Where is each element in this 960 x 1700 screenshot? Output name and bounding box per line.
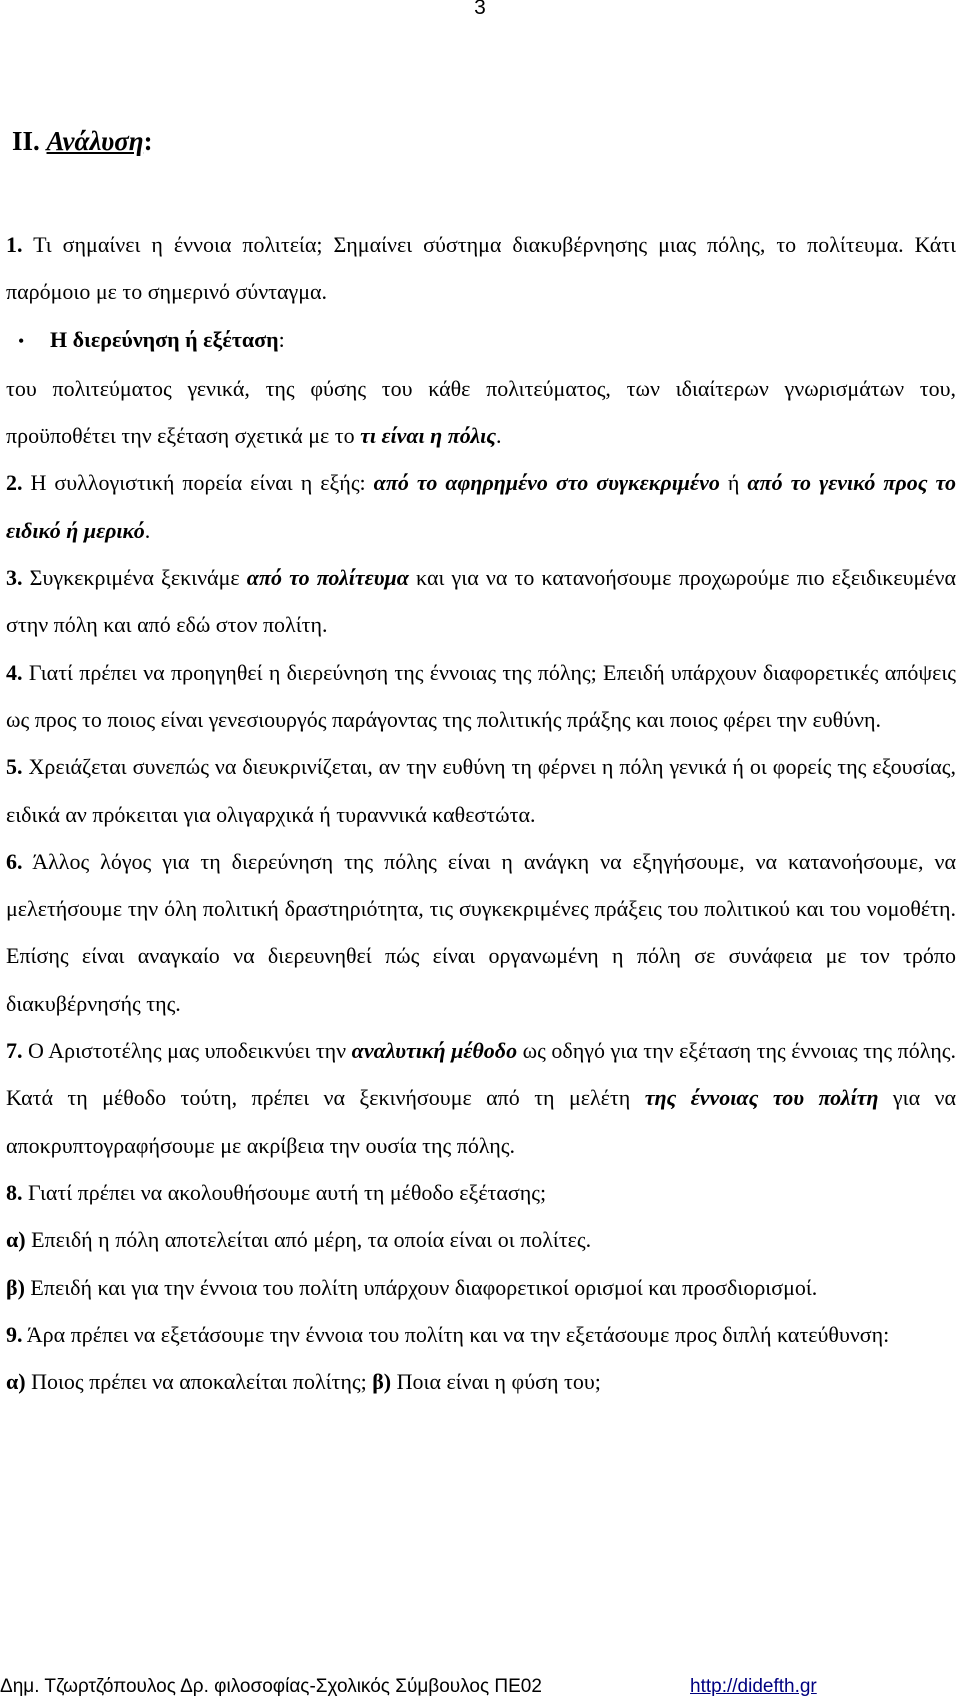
paragraph-8a bbox=[6, 1216, 956, 1263]
item-number: 9. bbox=[6, 1321, 23, 1347]
item-number: 5. bbox=[6, 754, 23, 780]
page-number: 3 bbox=[474, 0, 486, 19]
sub-item-label: β) bbox=[6, 1274, 25, 1300]
paragraph-text: Η συλλογιστική πορεία είναι η εξής: bbox=[22, 470, 374, 496]
footer-link[interactable]: http://didefth.gr bbox=[690, 1676, 817, 1697]
emphasis: από το γενικό προς το ειδικό ή μερικό bbox=[6, 470, 956, 543]
emphasis: από το πολίτευμα bbox=[246, 565, 409, 591]
paragraph-text: Χρειάζεται συνεπώς να διευκρινίζεται, αν την ευθύνη τη φέρνει η πόλη γενικά ή οι φορείς της εξουσίας, ειδικά αν πρόκειται για ολιγαρχικά ή τυραννικά καθεστώτα. bbox=[6, 754, 956, 827]
paragraph-7 bbox=[6, 1027, 956, 1169]
paragraph-2 bbox=[6, 459, 956, 554]
item-number: 1. bbox=[6, 232, 23, 257]
paragraph-text: Ποιος πρέπει να αποκαλείται πολίτης; bbox=[25, 1369, 373, 1395]
paragraph-6 bbox=[6, 838, 956, 1027]
emphasis: αναλυτική μέθοδο bbox=[351, 1038, 518, 1064]
paragraph-text: ή bbox=[719, 470, 748, 496]
emphasis: τι είναι η πόλις bbox=[360, 423, 497, 449]
paragraph-text: του πολιτεύματος γενικά, της φύσης του κάθε πολιτεύματος, των ιδιαίτερων γνωρισμάτων του, προϋποθέτει την εξέταση σχετικά με το bbox=[6, 375, 956, 449]
section-title bbox=[12, 126, 153, 157]
paragraph-end: . bbox=[144, 517, 151, 543]
paragraph-text: Άλλος λόγος για τη διερεύνηση της πόλης είναι η ανάγκη να εξηγήσουμε, να κατανοήσουμε, να μελετήσουμε την όλη πολιτική δραστηριότητα, τις συγκεκριμένες πράξεις του πολιτικού και του νομοθέτη. Επίσης είναι αναγκαίο να διερευνηθεί πώς είναι οργανωμένη η πόλη σε συνάφεια με τον τρόπο διακυβέρνησής της. bbox=[6, 848, 956, 1016]
sub-item-label: β) bbox=[372, 1369, 392, 1395]
bullet-icon: • bbox=[18, 330, 25, 351]
emphasis: της έννοιας του πολίτη bbox=[644, 1085, 879, 1111]
paragraph-text: Ποια είναι η φύση του; bbox=[391, 1369, 601, 1395]
document-body bbox=[6, 221, 956, 1405]
item-number: 3. bbox=[6, 565, 23, 591]
paragraph-end: και για να το κατανοήσουμε προχωρούμε πιο εξειδικευμένα στην πόλη και από εδώ στον πολίτη. bbox=[6, 565, 957, 638]
bullet-bold-text: Η διερεύνηση ή εξέταση bbox=[50, 326, 279, 352]
paragraph-text: Άρα πρέπει να εξετάσουμε την έννοια του πολίτη και να την εξετάσουμε προς διπλή κατεύθυνση: bbox=[22, 1321, 890, 1347]
paragraph-end: . bbox=[496, 423, 502, 449]
item-number: 7. bbox=[6, 1038, 23, 1064]
paragraph-last bbox=[6, 1358, 956, 1405]
paragraph-4 bbox=[6, 649, 956, 744]
bullet-rest: : bbox=[278, 326, 285, 352]
paragraph-text: ως οδηγό για την εξέταση της έννοιας της πόλης. Κατά τη μέθοδο τούτη, πρέπει να ξεκινήσουμε από τη μελέτη bbox=[6, 1038, 956, 1111]
paragraph-end: για να αποκρυπτογραφήσουμε με ακρίβεια την ουσία της πόλης. bbox=[6, 1085, 956, 1158]
paragraph-5 bbox=[6, 743, 956, 838]
item-number: 8. bbox=[6, 1179, 23, 1205]
footer-author: Δημ. Τζωρτζόπουλος Δρ. φιλοσοφίας-Σχολικός Σύμβουλος ΠΕ02 bbox=[0, 1676, 542, 1697]
paragraph-text: Γιατί πρέπει να ακολουθήσουμε αυτή τη μέθοδο εξέτασης; bbox=[22, 1179, 547, 1205]
paragraph-1 bbox=[6, 221, 956, 316]
paragraph-text: Επειδή η πόλη αποτελείται από μέρη, τα οποία είναι οι πολίτες. bbox=[25, 1227, 592, 1253]
paragraph-text: Γιατί πρέπει να προηγηθεί η διερεύνηση της έννοιας της πόλης; Επειδή υπάρχουν διαφορετικές απόψεις ως προς το ποιος είναι γενεσιουργός παράγοντας της πολιτικής πράξης και ποιος φέρει την ευθύνη. bbox=[6, 659, 956, 732]
paragraph-3 bbox=[6, 554, 956, 649]
paragraph-9 bbox=[6, 1311, 956, 1358]
sub-item-label: α) bbox=[6, 1227, 26, 1253]
item-number: 4. bbox=[6, 659, 23, 685]
paragraph-text: Τι σημαίνει η έννοια πολιτεία; Σημαίνει σύστημα διακυβέρνησης μιας πόλης, το πολίτευμα. Κάτι παρόμοιο με το σημερινό σύνταγμα. bbox=[6, 232, 956, 305]
item-number: 2. bbox=[6, 470, 23, 496]
emphasis: από το αφηρημένο στο συγκεκριμένο bbox=[373, 470, 720, 496]
paragraph-text: Συγκεκριμένα ξεκινάμε bbox=[22, 565, 247, 591]
paragraph-text: Ο Αριστοτέλης μας υποδεικνύει την bbox=[22, 1038, 352, 1064]
paragraph-8 bbox=[6, 1169, 956, 1216]
paragraph-8b bbox=[6, 1264, 956, 1311]
item-number: 6. bbox=[6, 848, 23, 874]
section-title-text: Ανάλυση bbox=[46, 126, 144, 156]
paragraph-text: Επειδή και για την έννοια του πολίτη υπάρχουν διαφορετικοί ορισμοί και προσδιορισμοί. bbox=[24, 1274, 818, 1300]
sub-item-label: α) bbox=[6, 1369, 26, 1395]
section-title-colon: : bbox=[143, 126, 153, 156]
bullet-heading bbox=[6, 316, 956, 365]
paragraph-bullet bbox=[6, 365, 956, 460]
section-numeral: II. bbox=[12, 126, 40, 156]
